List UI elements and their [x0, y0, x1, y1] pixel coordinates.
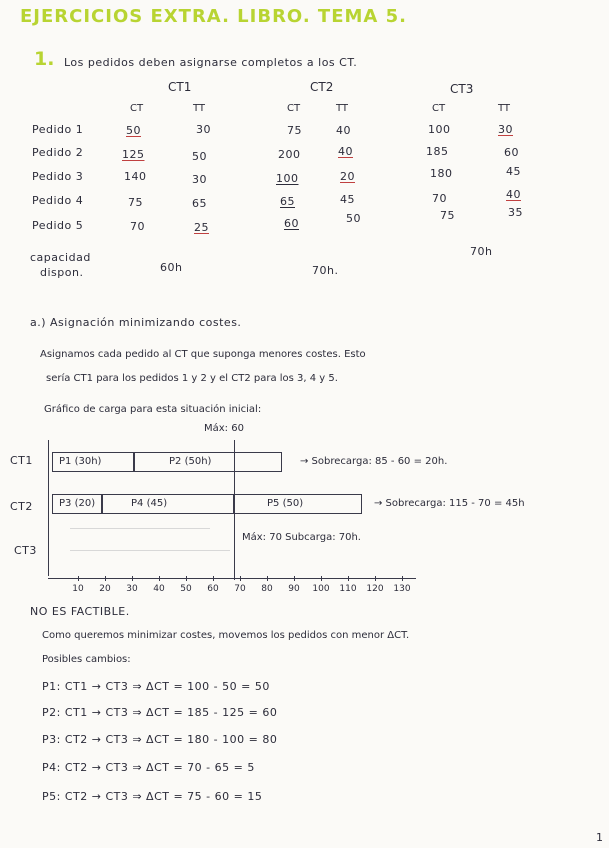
table-cell: 65	[192, 197, 207, 210]
row-label-ct2: CT2	[10, 500, 33, 513]
x-tick-label: 100	[312, 584, 330, 594]
table-cell: 70	[130, 220, 145, 233]
ct2-note: → Sobrecarga: 115 - 70 = 45h	[374, 498, 525, 509]
subheader-tt: TT	[336, 103, 349, 114]
x-tick-label: 60	[207, 584, 219, 594]
x-tick-label: 120	[366, 584, 384, 594]
table-cell: 30	[192, 173, 207, 186]
x-tick	[348, 576, 349, 581]
load-chart	[0, 420, 609, 600]
table-cell: 180	[430, 167, 453, 180]
table-cell: 45	[340, 193, 355, 206]
paragraph-line: Gráfico de carga para esta situación inicial:	[44, 404, 262, 415]
capacity-value: 60h	[160, 261, 183, 274]
x-tick-label: 130	[393, 584, 411, 594]
paragraph-line: sería CT1 para los pedidos 1 y 2 y el CT2 para los 3, 4 y 5.	[46, 373, 338, 384]
table-cell: 40	[506, 188, 521, 201]
paragraph-line: Como queremos minimizar costes, movemos los pedidos con menor ΔCT.	[42, 630, 410, 641]
page-title: EJERCICIOS EXTRA. LIBRO. TEMA 5.	[20, 6, 407, 27]
group-header-ct1: CT1	[168, 80, 192, 94]
row-label-ct1: CT1	[10, 454, 33, 467]
table-cell: 30	[196, 123, 211, 136]
capacity-line	[234, 440, 235, 580]
table-cell: 200	[278, 148, 301, 161]
x-tick-label: 110	[339, 584, 357, 594]
x-tick-label: 20	[99, 584, 111, 594]
x-tick-label: 50	[180, 584, 192, 594]
subheader-ct: CT	[432, 103, 446, 114]
row-label: Pedido 5	[32, 219, 84, 232]
group-header-ct3: CT3	[450, 82, 474, 96]
change-line: P4: CT2 → CT3 ⇒ ΔCT = 70 - 65 = 5	[42, 761, 255, 774]
subheader-ct: CT	[130, 103, 144, 114]
x-tick	[402, 576, 403, 581]
table-cell: 75	[128, 196, 143, 209]
table-cell: 60	[284, 217, 299, 230]
table-cell: 125	[122, 148, 145, 161]
page-number: 1	[596, 831, 603, 844]
table-cell: 100	[276, 172, 299, 185]
capacity-label: dispon.	[40, 266, 84, 279]
table-cell: 185	[426, 145, 449, 158]
x-axis-line	[48, 578, 416, 579]
x-tick	[267, 576, 268, 581]
table-cell: 40	[336, 124, 351, 137]
group-header-ct2: CT2	[310, 80, 334, 94]
table-cell: 25	[194, 221, 209, 234]
row-label: Pedido 3	[32, 170, 84, 183]
table-cell: 20	[340, 170, 355, 183]
x-tick-label: 10	[72, 584, 84, 594]
x-tick	[240, 576, 241, 581]
change-line: P3: CT2 → CT3 ⇒ ΔCT = 180 - 100 = 80	[42, 733, 278, 746]
not-feasible-label: NO ES FACTIBLE.	[30, 605, 130, 618]
x-tick-label: 80	[261, 584, 273, 594]
paragraph-line: Asignamos cada pedido al CT que suponga menores costes. Esto	[40, 349, 366, 360]
x-tick	[132, 576, 133, 581]
row-label: Pedido 1	[32, 123, 84, 136]
ct3-note: Máx: 70 Subcarga: 70h.	[242, 532, 361, 543]
table-cell: 40	[338, 145, 353, 158]
max-label-ct1: Máx: 60	[204, 423, 244, 434]
change-line: P5: CT2 → CT3 ⇒ ΔCT = 75 - 60 = 15	[42, 790, 263, 803]
subheader-tt: TT	[193, 103, 206, 114]
table-cell: 75	[440, 209, 455, 222]
table-cell: 50	[126, 124, 141, 137]
table-cell: 35	[508, 206, 523, 219]
row-label: Pedido 2	[32, 146, 84, 159]
table-cell: 30	[498, 123, 513, 136]
bar-p1: P1 (30h)	[52, 452, 134, 472]
x-tick	[105, 576, 106, 581]
ct3-faint-line	[70, 528, 210, 529]
bar-p4: P4 (45)	[102, 494, 234, 514]
ct1-note: → Sobrecarga: 85 - 60 = 20h.	[300, 456, 448, 467]
row-label-ct3: CT3	[14, 544, 37, 557]
x-tick	[294, 576, 295, 581]
table-cell: 50	[346, 212, 361, 225]
paragraph-line: Posibles cambios:	[42, 654, 131, 665]
subheader-ct: CT	[287, 103, 301, 114]
exercise-statement: Los pedidos deben asignarse completos a los CT.	[64, 56, 358, 69]
x-tick-label: 70	[234, 584, 246, 594]
capacity-label: capacidad	[30, 251, 91, 264]
x-tick	[213, 576, 214, 581]
subheader-tt: TT	[498, 103, 511, 114]
exercise-number: 1.	[34, 48, 55, 70]
bar-p2: P2 (50h)	[134, 452, 282, 472]
table-cell: 60	[504, 146, 519, 159]
change-line: P2: CT1 → CT3 ⇒ ΔCT = 185 - 125 = 60	[42, 706, 278, 719]
y-axis-line	[48, 440, 49, 576]
capacity-value: 70h.	[312, 264, 339, 277]
x-tick-label: 90	[288, 584, 300, 594]
x-tick-label: 30	[126, 584, 138, 594]
x-tick-label: 40	[153, 584, 165, 594]
change-line: P1: CT1 → CT3 ⇒ ΔCT = 100 - 50 = 50	[42, 680, 270, 693]
table-cell: 75	[287, 124, 302, 137]
capacity-value: 70h	[470, 245, 493, 258]
table-cell: 100	[428, 123, 451, 136]
bar-p3: P3 (20)	[52, 494, 102, 514]
ct3-faint-line	[70, 550, 230, 551]
bar-p5: P5 (50)	[234, 494, 362, 514]
table-cell: 70	[432, 192, 447, 205]
x-tick	[321, 576, 322, 581]
section-heading: a.) Asignación minimizando costes.	[30, 316, 242, 329]
x-tick	[78, 576, 79, 581]
table-cell: 50	[192, 150, 207, 163]
x-tick	[159, 576, 160, 581]
x-tick	[186, 576, 187, 581]
x-tick	[375, 576, 376, 581]
row-label: Pedido 4	[32, 194, 84, 207]
table-cell: 45	[506, 165, 521, 178]
table-cell: 65	[280, 195, 295, 208]
table-cell: 140	[124, 170, 147, 183]
